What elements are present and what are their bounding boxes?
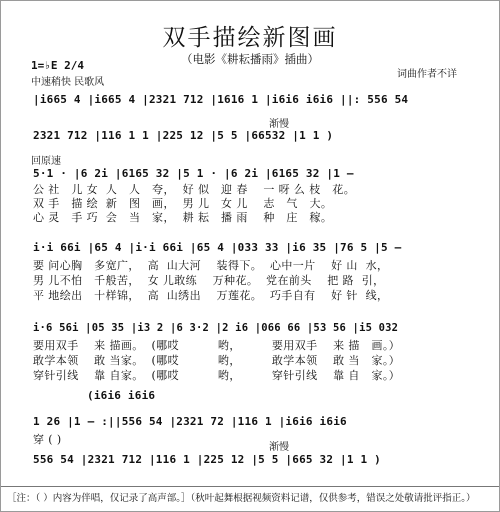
notation-line-2: 2321 712 |116 1 1 |225 12 |5 5 |66532 |1 1 )	[33, 129, 334, 142]
key-signature: 1=♭E 2/4	[31, 59, 84, 72]
lyrics-line-3-verse-1: 公 社 儿 女 人 人 夸， 好 似 迎 春 一 呀 么 枝 花。	[33, 183, 356, 196]
notation-line-3: 5·1 · |6 2i |6165 32 |5 1 · |6 2i |6165 32 |1 —	[33, 167, 354, 180]
accompaniment-notes: (i6i6 i6i6	[87, 389, 156, 402]
notation-line-7: 556 54 |2321 712 |116 1 |225 12 |5 5 |665 32 |1 1 )	[33, 453, 381, 466]
ritardando-mark-2: 渐慢	[269, 442, 289, 453]
lyrics-line-3-verse-2: 双 手 描 绘 新 图 画， 男 儿 女 儿 志 气 大。	[33, 197, 333, 210]
lyrics-line-3-verse-3: 心 灵 手 巧 会 当 家， 耕 耘 播 雨 种 庄 稼。	[33, 211, 333, 224]
notation-line-4: i·i 66i |65 4 |i·i 66i |65 4 |033 33 |i6 35 |76 5 |5 —	[33, 241, 402, 254]
lyrics-line-4-verse-1: 要 问心胸 多宽广， 高 山大河 装得下。 心中一片 好 山 水，	[33, 259, 389, 272]
lyrics-line-4-verse-3: 平 地绘出 十样锦， 高 山绣出 万莲花。 巧手自有 好 针 线，	[33, 289, 389, 302]
lyrics-line-4-verse-2: 男 儿不怕 千般苦， 女 儿敢练 万种花。 党在前头 把 路 引，	[33, 274, 385, 287]
notation-line-1: |i665 4 |i665 4 |2321 712 |1616 1 |i6i6 i6i6 ||: 556 54	[33, 93, 409, 106]
lyrics-line-6: 穿 ( )	[33, 433, 62, 446]
a-tempo-mark: 回原速	[31, 156, 61, 167]
tempo-marking: 中速稍快 民歌风	[31, 77, 105, 88]
credits-note: 词曲作者不详	[397, 69, 457, 80]
footer-note: ［注：（ ）内容为伴唱，仅记录了高声部。］（秋叶起舞根据视频资料记谱，仅供参考，错误之处敬请批评指正。）	[1, 486, 499, 510]
song-title: 双手描绘新图画	[162, 25, 338, 51]
notation-line-6: 1 26 |1 — :||556 54 |2321 72 |116 1 |i6i6 i6i6	[33, 415, 347, 428]
notation-line-5: i·6 56i |05 35 |i3 2 |6 3·2 |2 i6 |066 66 |53 56 |i5 032	[33, 322, 399, 334]
lyrics-line-5-verse-1: 要用双手 来 描画。 (哪哎 哟， 要用双手 来 描 画。）	[33, 339, 401, 352]
song-subtitle: （电影《耕耘播雨》插曲）	[181, 52, 319, 66]
lyrics-line-5-verse-2: 敢学本领 敢 当家。 (哪哎 哟， 敢学本领 敢 当 家。）	[33, 354, 401, 367]
lyrics-line-5-verse-3: 穿针引线 靠 自家。 (哪哎 哟， 穿针引线 靠 自 家。）	[33, 369, 401, 382]
ritardando-mark-1: 渐慢	[269, 119, 289, 130]
